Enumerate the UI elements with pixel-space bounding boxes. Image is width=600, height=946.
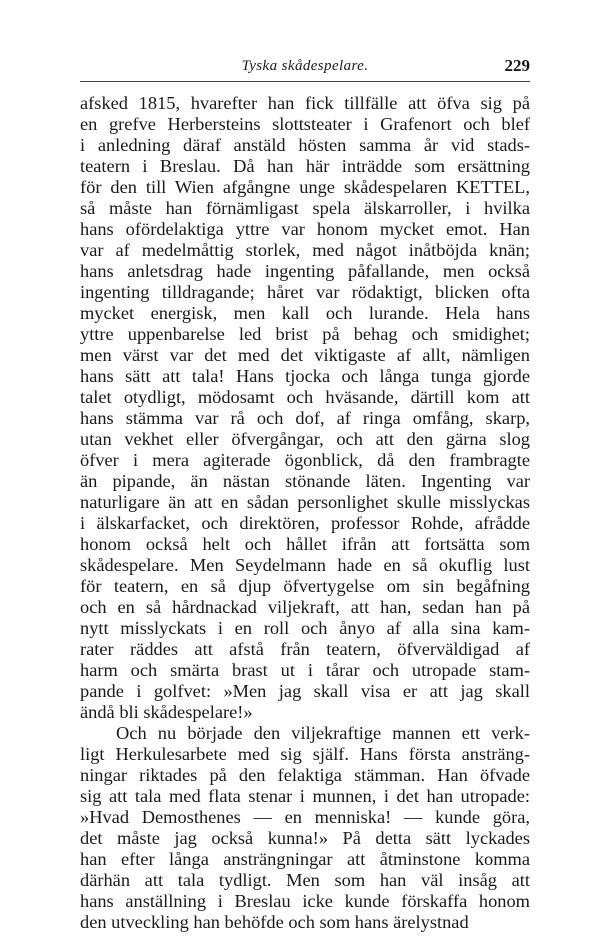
text-line: sig att tala med flata stenar i munnen, i det han utropade: [80, 786, 530, 806]
body-text [80, 93, 530, 933]
page-number: 229 [504, 56, 530, 75]
text-line: naturligare än att en sådan personlighet skulle misslyckas [80, 492, 530, 512]
text-line: för teatern, en så djup öfvertygelse om sin begåfning [80, 576, 530, 596]
running-title: Tyska skådespelare. [241, 58, 369, 74]
text-line: mycket energisk, men kall och lurande. Hela hans [80, 303, 530, 323]
text-line: den utveckling han behöfde och som hans ärelystnad [80, 912, 469, 932]
text-line: öfver i mera agiterade ögonblick, då den frambragte [80, 450, 530, 470]
text-line: nytt misslyckats i en roll och ånyo af alla sina kam- [80, 618, 530, 638]
text-line: hans sätt att tala! Hans tjocka och långa tunga gjorde [80, 366, 530, 386]
text-line: i älskarfacket, och direktören, professor Rohde, afrådde [80, 513, 530, 533]
text-line: pande i golfvet: »Men jag skall visa er att jag skall [80, 681, 530, 701]
text-line: men värst var det med det viktigaste af allt, nämligen [80, 345, 530, 365]
text-line: så måste han förnämligast spela älskarroller, i hvilka [80, 198, 530, 218]
text-line: hans anletsdrag hade ingenting påfallande, men också [80, 261, 530, 281]
text-line: hans stämma var rå och dof, af ringa omfång, skarp, [80, 408, 530, 428]
text-line: och en så hårdnackad viljekraft, att han, sedan han på [80, 597, 530, 617]
text-line: rater räddes att afstå från teatern, öfverväldigad af [80, 639, 530, 659]
text-line: en grefve Herbersteins slottsteater i Grafenort och blef [80, 114, 530, 134]
text-line: afsked 1815, hvarefter han fick tillfälle att öfva sig på [80, 93, 530, 113]
text-line: han efter långa ansträngningar att åtminstone komma [80, 849, 530, 869]
text-line: ändå bli skådespelare!» [80, 702, 253, 722]
text-line: talet otydligt, mödosamt och hväsande, därtill kom att [80, 387, 530, 407]
text-line: än pipande, än nästan stönande läten. Ingenting var [80, 471, 530, 491]
text-line: ingenting tilldragande; håret var rödaktigt, blicken ofta [80, 282, 530, 302]
text-line: var af medelmåttig storlek, med något inåtböjda knän; [80, 240, 530, 260]
text-line: ningar riktades på den felaktiga stämman. Han öfvade [80, 765, 530, 785]
text-line: ligt Herkulesarbete med sig själf. Hans första ansträng- [80, 744, 530, 764]
text-line: i anledning däraf anstäld hösten samma år vid stads- [80, 135, 530, 155]
text-line: det måste jag också kunna!» På detta sätt lyckades [80, 828, 530, 848]
text-line: harm och smärta brast ut i tårar och utropade stam- [80, 660, 530, 680]
header-rule [80, 81, 530, 82]
text-line: hans ofördelaktiga yttre var honom mycket emot. Han [80, 219, 530, 239]
text-line: honom också helt och hållet ifrån att fortsätta som [80, 534, 530, 554]
text-line: skådespelare. Men Seydelmann hade en så okuflig lust [80, 555, 530, 575]
text-line: därhän att tala tydligt. Men som han väl insåg att [80, 870, 530, 890]
text-line: utan vekhet eller öfvergångar, och att den gärna slog [80, 429, 530, 449]
text-line: teatern i Breslau. Då han här inträdde som ersättning [80, 156, 530, 176]
text-line: »Hvad Demosthenes — en menniska! — kunde göra, [80, 807, 530, 827]
text-line: yttre uppenbarelse led brist på behag och smidighet; [80, 324, 530, 344]
text-line: Och nu började den viljekraftige mannen ett verk- [116, 723, 530, 743]
running-head [80, 50, 530, 80]
text-line: för den till Wien afgångne unge skådespelaren KETTEL, [80, 177, 530, 197]
text-line: hans anställning i Breslau icke kunde förskaffa honom [80, 891, 530, 911]
